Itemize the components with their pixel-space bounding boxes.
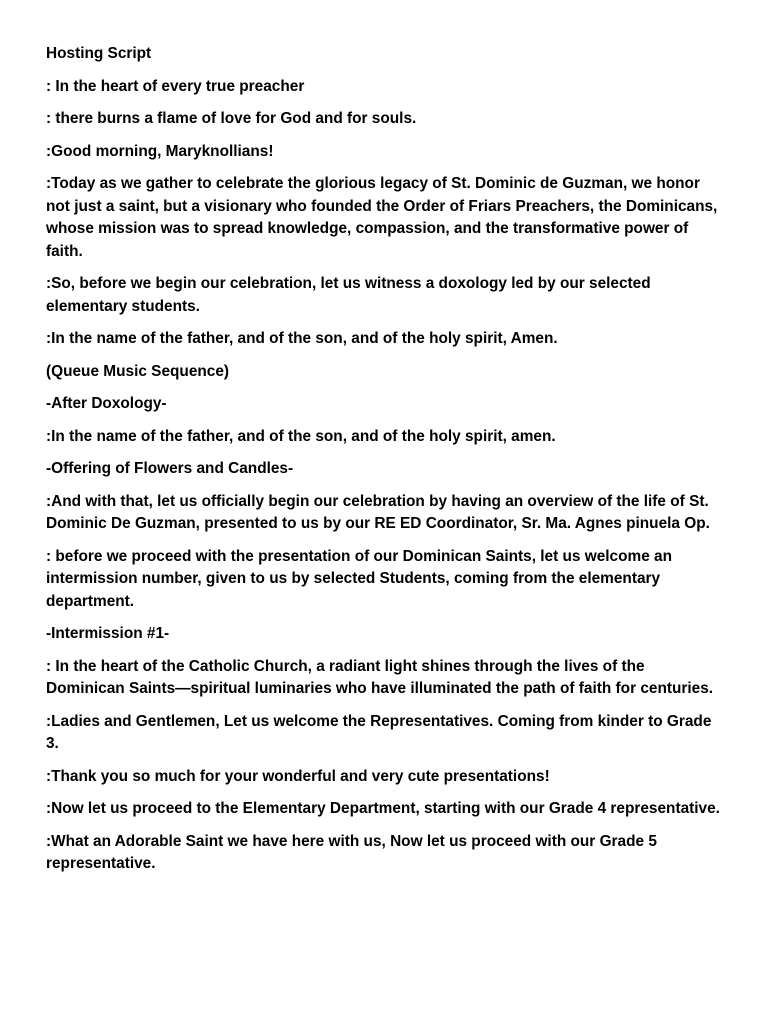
script-line: :Ladies and Gentlemen, Let us welcome the Representatives. Coming from kinder to Grade 3. bbox=[46, 712, 712, 752]
script-line: :Good morning, Maryknollians! bbox=[46, 142, 274, 160]
script-line: :So, before we begin our celebration, let us witness a doxology led by our selected elementary students. bbox=[46, 275, 651, 315]
script-line: :Now let us proceed to the Elementary Department, starting with our Grade 4 representative. bbox=[46, 800, 720, 817]
section-marker: -Offering of Flowers and Candles- bbox=[46, 460, 294, 477]
script-line: : In the heart of the Catholic Church, a radiant light shines through the lives of the Dominican Saints—spiritual luminaries who have illuminated the path of faith for centuries. bbox=[46, 657, 714, 697]
document-title: Hosting Script bbox=[46, 45, 152, 62]
script-line: : there burns a flame of love for God and for souls. bbox=[46, 110, 417, 127]
script-line: :Today as we gather to celebrate the glorious legacy of St. Dominic de Guzman, we honor not just a saint, but a visionary who founded the Order of Friars Preachers, the Dominicans, whose mission was to spread knowledge, compassion, and the transformative power of faith. bbox=[46, 175, 718, 260]
section-marker: -After Doxology- bbox=[46, 395, 167, 412]
stage-direction: (Queue Music Sequence) bbox=[46, 362, 230, 380]
document-page bbox=[46, 43, 726, 886]
script-line: :What an Adorable Saint we have here with us, Now let us proceed with our Grade 5 representative. bbox=[46, 832, 657, 872]
script-line: :In the name of the father, and of the son, and of the holy spirit, amen. bbox=[46, 427, 556, 445]
script-line: :In the name of the father, and of the son, and of the holy spirit, Amen. bbox=[46, 330, 558, 347]
script-line: : before we proceed with the presentation of our Dominican Saints, let us welcome an intermission number, given to us by selected Students, coming from the elementary department. bbox=[46, 547, 672, 610]
script-line: :And with that, let us officially begin our celebration by having an overview of the life of St. Dominic De Guzman, presented to us by our RE ED Coordinator, Sr. Ma. Agnes pinuela Op. bbox=[46, 492, 710, 532]
script-line: : In the heart of every true preacher bbox=[46, 77, 305, 95]
section-marker: -Intermission #1- bbox=[46, 625, 170, 642]
script-line: :Thank you so much for your wonderful and very cute presentations! bbox=[46, 767, 550, 785]
